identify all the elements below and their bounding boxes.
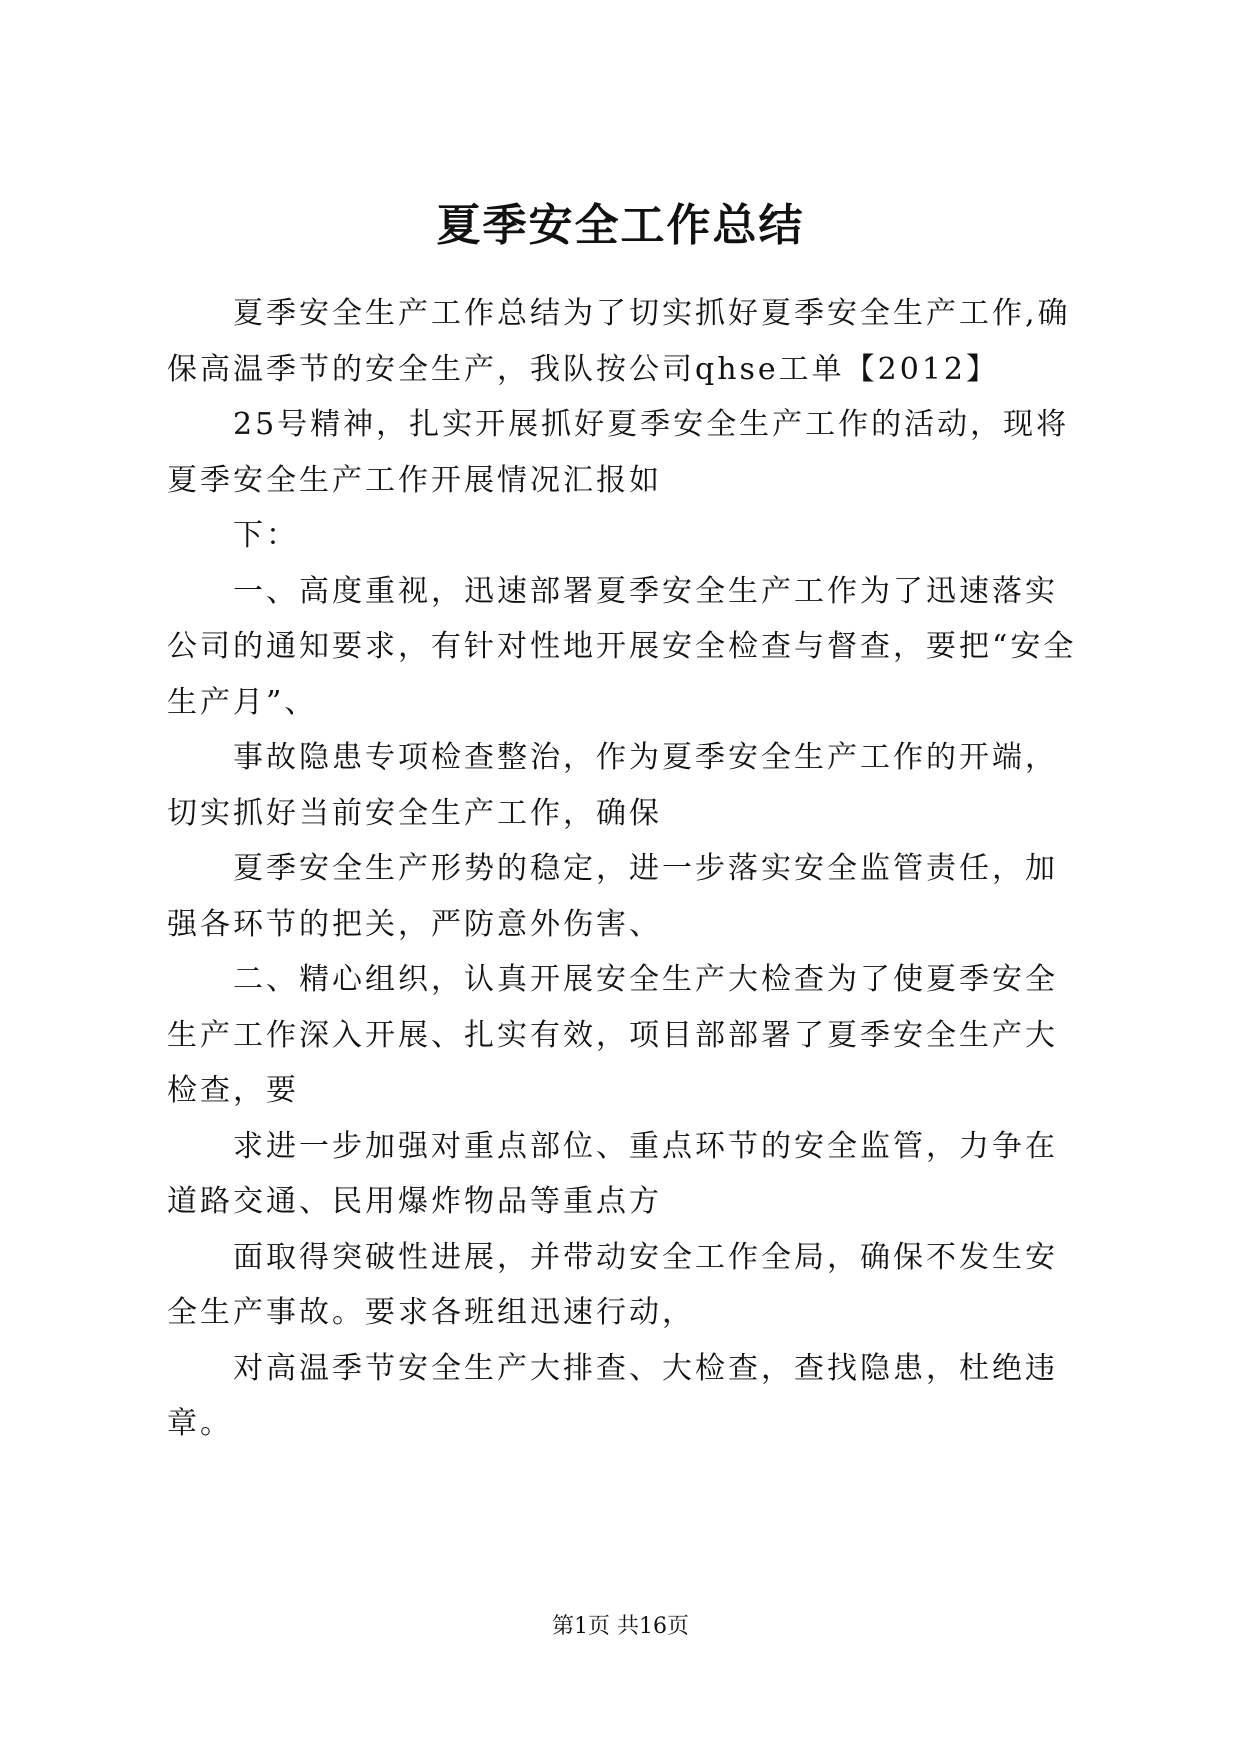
paragraph: 对高温季节安全生产大排查、大检查，查找隐患，杜绝违章。	[167, 1350, 1058, 1441]
paragraph: 事故隐患专项检查整治，作为夏季安全生产工作的开端，切实抓好当前安全生产工作，确保	[167, 740, 1058, 831]
paragraph: 夏季安全生产工作总结为了切实抓好夏季安全生产工作,确保高温季节的安全生产，我队按公司qhse工单【2012】	[167, 296, 1071, 387]
paragraph: 下：	[233, 518, 299, 553]
paragraph: 面取得突破性进展，并带动安全工作全局，确保不发生安全生产事故。要求各班组迅速行动，	[167, 1239, 1058, 1330]
paragraph: 一、高度重视，迅速部署夏季安全生产工作为了迅速落实公司的通知要求，有针对性地开展安全检查与督查，要把“安全生产月”、	[167, 573, 1077, 720]
paragraph: 求进一步加强对重点部位、重点环节的安全监管，力争在道路交通、民用爆炸物品等重点方	[167, 1128, 1058, 1219]
page-title: 夏季安全工作总结	[436, 200, 805, 251]
paragraph: 夏季安全生产形势的稳定，进一步落实安全监管责任，加强各环节的把关，严防意外伤害、	[167, 851, 1058, 942]
page-number-footer: 第1页 共16页	[552, 1614, 689, 1639]
document-body	[167, 286, 1079, 1452]
paragraph: 二、精心组织，认真开展安全生产大检查为了使夏季安全生产工作深入开展、扎实有效，项目部部署了夏季安全生产大检查，要	[167, 962, 1058, 1108]
paragraph: 25号精神，扎实开展抓好夏季安全生产工作的活动，现将夏季安全生产工作开展情况汇报如	[167, 407, 1070, 498]
